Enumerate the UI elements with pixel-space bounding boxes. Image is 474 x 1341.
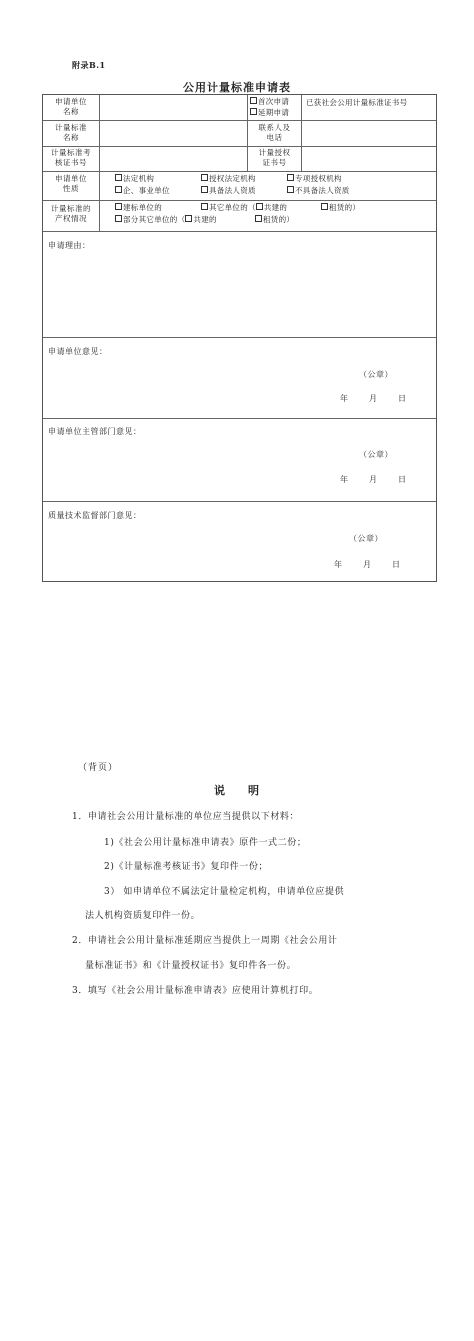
checkbox-icon <box>185 215 192 222</box>
appendix-label: 附录B.1 <box>72 60 106 70</box>
checkbox-icon <box>287 174 294 181</box>
contact-label: 联系人及 电话 <box>258 123 291 142</box>
nature-label: 申请单位 性质 <box>55 174 87 193</box>
month-label: 月 <box>369 394 377 403</box>
note-item-2-continued: 量标准证书》和《计量授权证书》复印件各一份。 <box>85 961 297 971</box>
checkbox-icon <box>287 186 294 193</box>
quality-opinion-label: 质量技术监督部门意见： <box>48 511 142 520</box>
day-label: 日 <box>398 394 406 403</box>
note-item-1: 1．申请社会公用计量标准的单位应当提供以下材料： <box>72 812 300 822</box>
ownership-option[interactable]: 租赁的） <box>255 215 294 225</box>
notes-title: 说 明 <box>214 784 260 797</box>
row-divider <box>43 146 436 147</box>
checkbox-icon <box>115 174 122 181</box>
row-divider <box>43 120 436 121</box>
month-label: 月 <box>369 475 377 484</box>
ownership-label: 计量标准的 产权情况 <box>51 204 91 223</box>
checkbox-icon <box>201 186 208 193</box>
day-label: 日 <box>398 475 406 484</box>
nature-option[interactable]: 不具备法人资质 <box>287 186 350 196</box>
standard-name-label: 计量标准 名称 <box>55 123 87 142</box>
seal-label: （公章） <box>349 534 383 543</box>
checkbox-icon <box>250 97 257 104</box>
nature-option[interactable]: 授权法定机构 <box>201 174 256 184</box>
ownership-option[interactable]: 其它单位的（ 共建的 <box>201 203 287 213</box>
year-label: 年 <box>340 475 348 484</box>
checkbox-icon <box>201 174 208 181</box>
authorization-cert-label: 计量授权 证书号 <box>258 148 291 167</box>
note-item-1-3-continued: 法人机构资质复印件一份。 <box>85 911 201 921</box>
applicant-opinion-label: 申请单位意见： <box>48 347 108 356</box>
year-label: 年 <box>334 560 342 569</box>
seal-label: （公章） <box>359 370 393 379</box>
checkbox-icon <box>115 215 122 222</box>
form-title: 公用计量标准申请表 <box>183 81 291 94</box>
note-item-2: 2．申请社会公用计量标准延期应当提供上一周期《社会公用计 <box>72 936 338 946</box>
note-item-1-2: 2)《计量标准考核证书》复印件一份； <box>104 862 269 872</box>
year-label: 年 <box>340 394 348 403</box>
extension-application-option[interactable]: 延期申请 <box>250 108 289 118</box>
note-item-1-3: 3） 如申请单位不属法定计量检定机构，申请单位应提供 <box>104 887 345 897</box>
checkbox-icon <box>256 203 263 210</box>
checkbox-icon <box>321 203 328 210</box>
row-divider <box>43 200 436 201</box>
checkbox-icon <box>255 215 262 222</box>
back-page-label: （背页） <box>78 763 119 773</box>
nature-option[interactable]: 企、事业单位 <box>115 186 170 196</box>
reason-label: 申请理由： <box>48 241 91 250</box>
ownership-option[interactable]: 部分其它单位的（ 共建的 <box>115 215 217 225</box>
seal-label: （公章） <box>359 450 393 459</box>
nature-option[interactable]: 专项授权机构 <box>287 174 342 184</box>
checkbox-icon <box>115 186 122 193</box>
checkbox-icon <box>115 203 122 210</box>
row-divider <box>43 231 436 232</box>
supervisor-opinion-label: 申请单位主管部门意见： <box>48 427 142 436</box>
row-divider <box>43 501 436 502</box>
checkbox-icon <box>201 203 208 210</box>
column-divider <box>99 95 100 231</box>
applicant-name-label: 申请单位 名称 <box>55 97 87 116</box>
checkbox-icon <box>250 108 257 115</box>
row-divider <box>43 337 436 338</box>
assessment-cert-label: 计量标准考 核证书号 <box>51 148 91 167</box>
day-label: 日 <box>392 560 400 569</box>
ownership-option[interactable]: 建标单位的 <box>115 203 162 213</box>
row-divider <box>43 418 436 419</box>
application-form-table <box>42 94 437 582</box>
nature-option[interactable]: 法定机构 <box>115 174 154 184</box>
ownership-option[interactable]: 租赁的） <box>321 203 360 213</box>
month-label: 月 <box>363 560 371 569</box>
nature-option[interactable]: 具备法人资质 <box>201 186 256 196</box>
note-item-3: 3．填写《社会公用计量标准申请表》应使用计算机打印。 <box>72 986 319 996</box>
note-item-1-1: 1)《社会公用计量标准申请表》原件一式二份； <box>104 838 307 848</box>
column-divider <box>301 95 302 171</box>
first-application-option[interactable]: 首次申请 <box>250 97 289 107</box>
cert-number-label: 已获社会公用计量标准证书号 <box>306 98 408 107</box>
row-divider <box>43 171 436 172</box>
